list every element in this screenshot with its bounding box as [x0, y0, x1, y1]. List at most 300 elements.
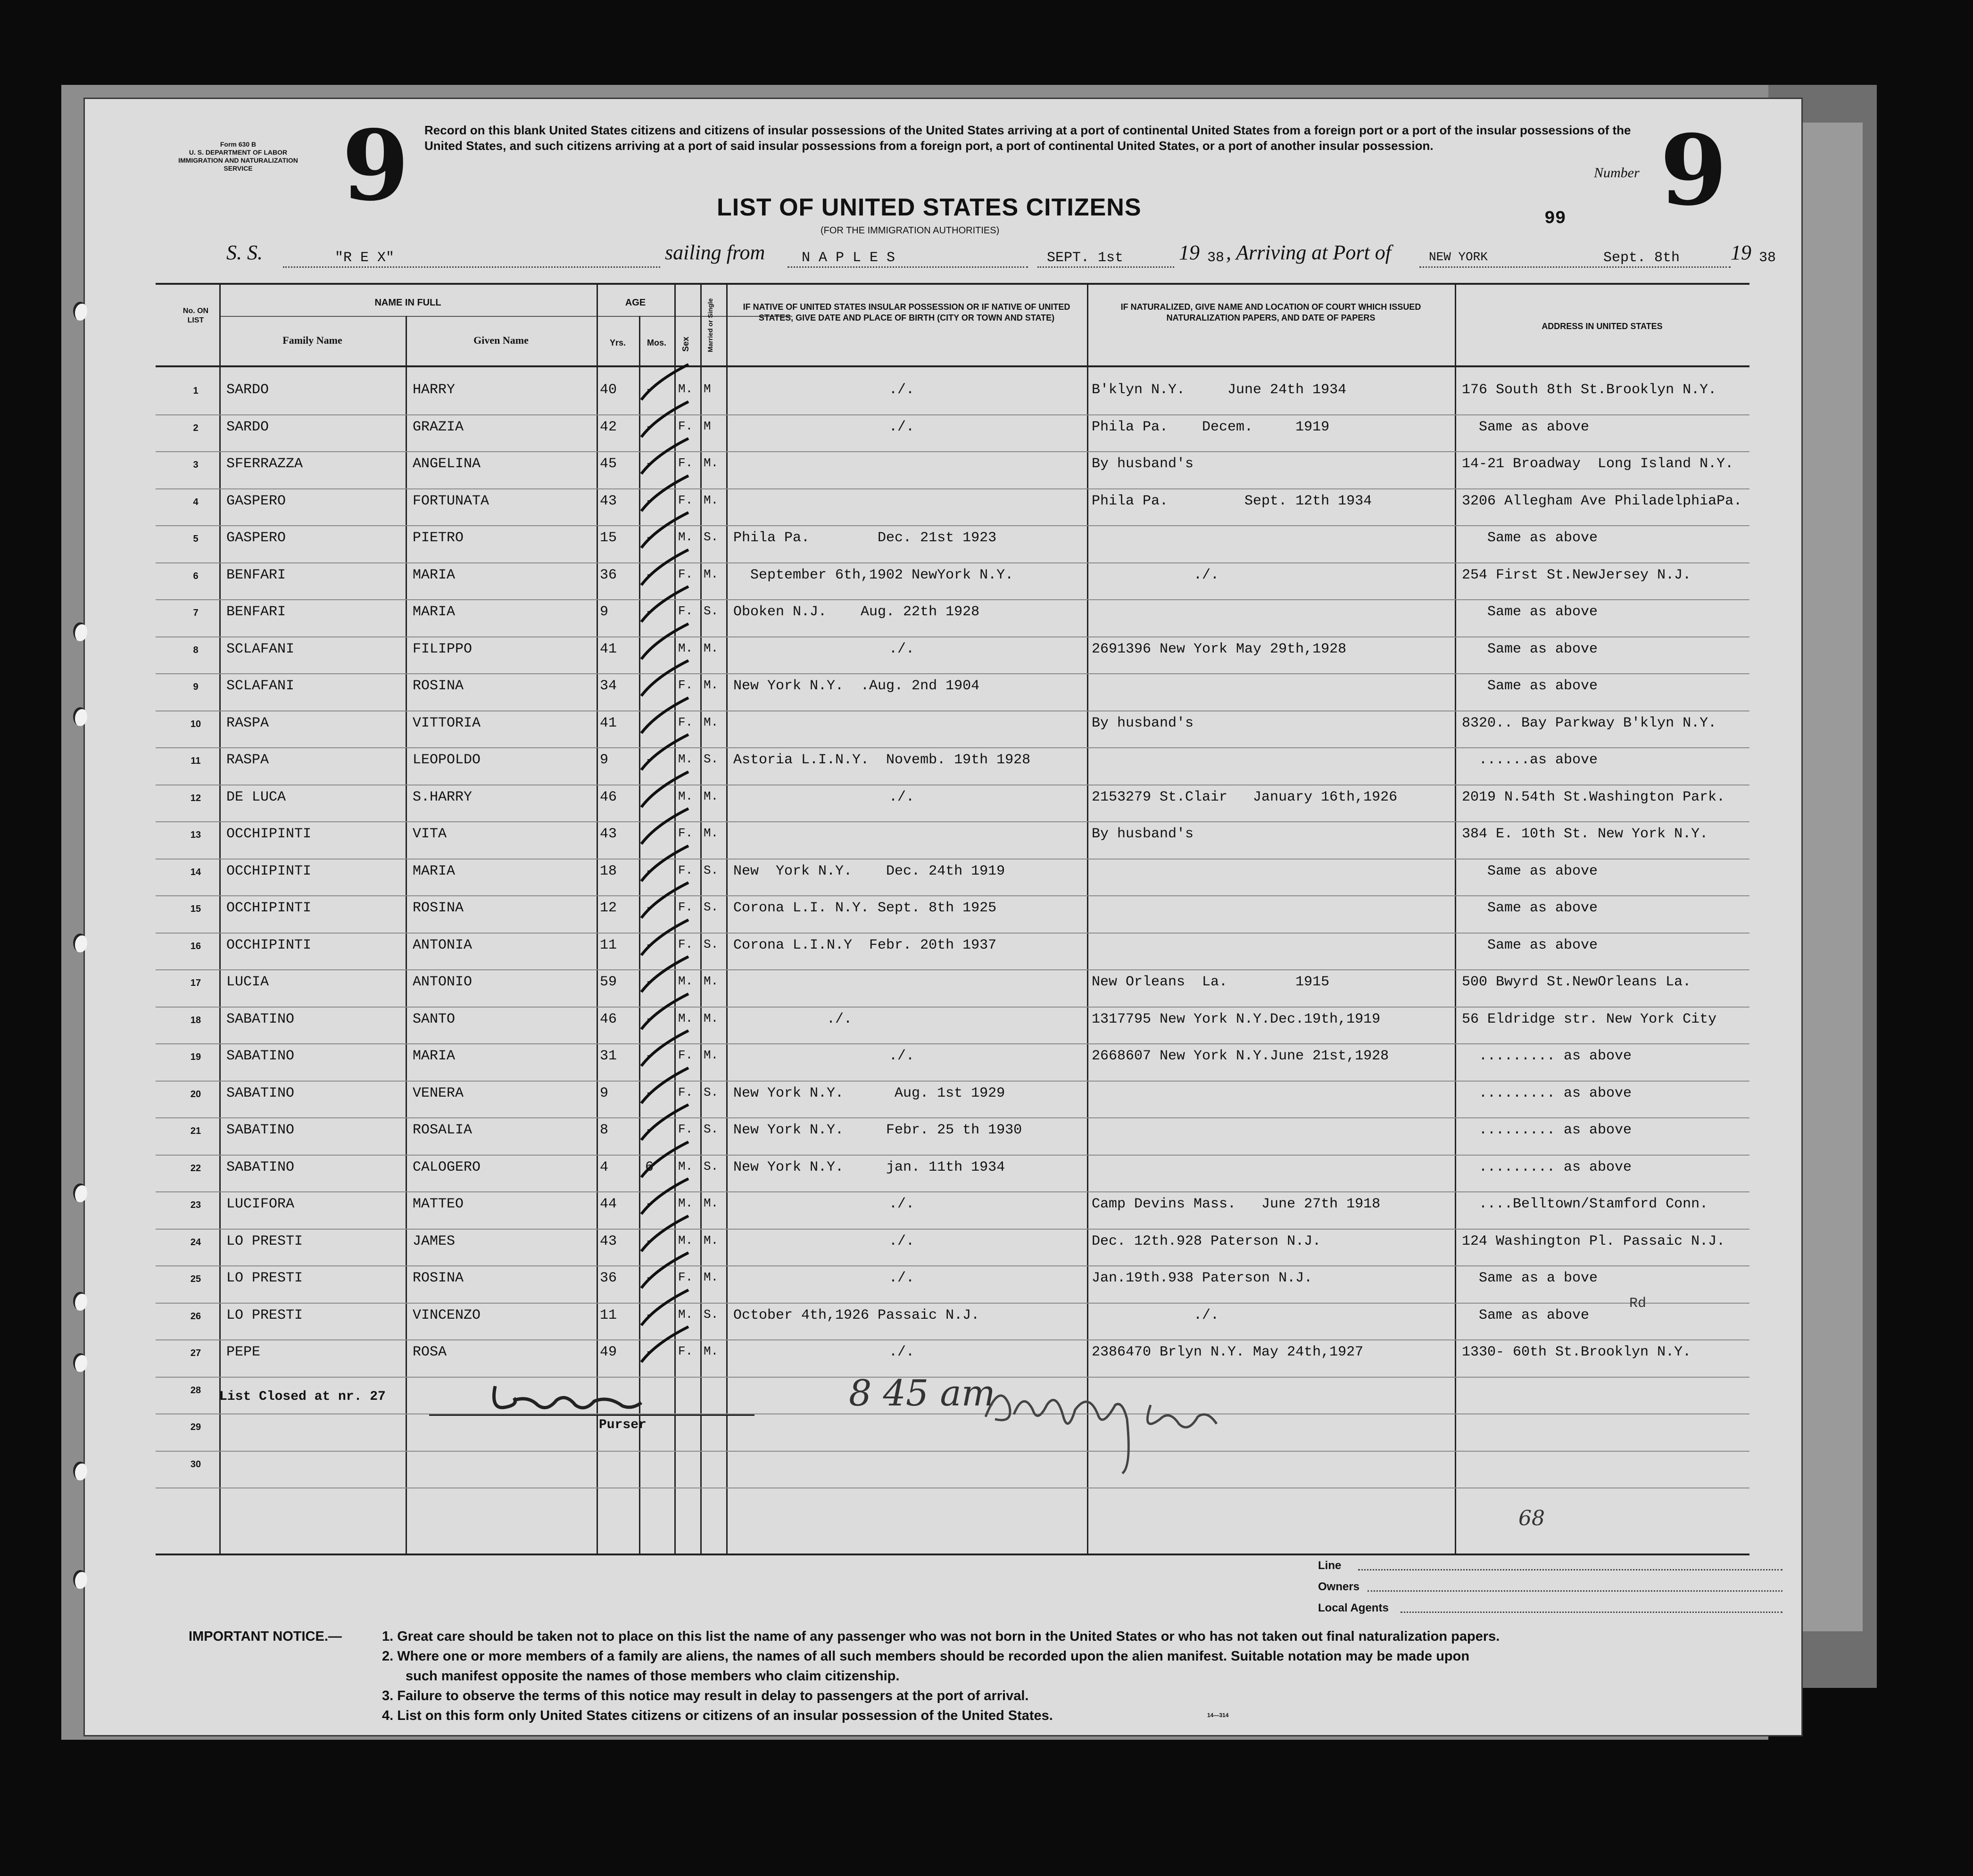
sex-cell: F.	[678, 863, 693, 877]
age-years-cell: 36	[600, 567, 617, 583]
given-name-cell: ANTONIA	[413, 937, 473, 953]
address-cell: Same as above	[1462, 937, 1598, 953]
age-years-cell: 41	[600, 715, 617, 731]
check-mark-icon	[637, 510, 693, 553]
print-code: 14—314	[1207, 1712, 1229, 1719]
inspector-signature	[981, 1372, 1273, 1476]
married-single-cell: S.	[704, 1159, 719, 1174]
naturalization-cell: Camp Devins Mass. June 27th 1918	[1092, 1196, 1381, 1212]
family-name-cell: SABATINO	[226, 1048, 295, 1064]
check-mark-icon	[637, 1176, 693, 1219]
page-subtitle: (FOR THE IMMIGRATION AUTHORITIES)	[821, 225, 1000, 236]
header-naturalized: IF NATURALIZED, GIVE NAME AND LOCATION OF COURT WHICH ISSUED NATURALIZATION PAPERS, AND DATE OF PAPERS	[1120, 302, 1421, 322]
row-number: 26	[190, 1311, 201, 1322]
birth-cell: ./.	[889, 1344, 915, 1360]
given-name-cell: ANGELINA	[413, 456, 481, 472]
naturalization-cell: 2668607 New York N.Y.June 21st,1928	[1092, 1048, 1389, 1064]
header-name-in-full: NAME IN FULL	[374, 298, 441, 308]
age-years-cell: 4	[600, 1159, 609, 1175]
row-number: 1	[193, 386, 199, 396]
check-mark-icon	[637, 806, 693, 849]
binder-hole	[73, 934, 87, 952]
married-single-cell: M.	[704, 567, 719, 581]
given-name-cell: VITA	[413, 826, 447, 842]
birth-cell: ./.	[889, 1048, 915, 1064]
age-years-cell: 9	[600, 752, 609, 768]
age-years-cell: 11	[600, 937, 617, 953]
age-years-cell: 43	[600, 826, 617, 842]
birth-cell: ./.	[733, 1011, 853, 1027]
address-cell: ......... as above	[1462, 1085, 1632, 1101]
age-months-cell: -	[645, 900, 654, 916]
family-name-cell: OCCHIPINTI	[226, 900, 312, 916]
given-name-cell: VINCENZO	[413, 1307, 481, 1323]
binder-hole	[73, 1292, 87, 1311]
address-cell: 3206 Allegham Ave PhiladelphiaPa.	[1462, 493, 1742, 509]
check-mark-icon	[637, 473, 693, 516]
age-months-cell: -	[645, 456, 654, 472]
form-identity	[167, 140, 309, 173]
given-name-cell: MARIA	[413, 1048, 456, 1064]
sex-cell: F.	[678, 567, 693, 581]
manifest-sheet	[85, 99, 1801, 1735]
given-name-cell: LEOPOLDO	[413, 752, 481, 768]
row-number: 5	[193, 534, 199, 544]
family-name-cell: SFERRAZZA	[226, 456, 303, 472]
line-dotted	[1358, 1569, 1782, 1570]
naturalization-cell: By husband's	[1092, 826, 1194, 842]
married-single-cell: M.	[704, 826, 719, 840]
address-cell: 254 First St.NewJersey N.J.	[1462, 567, 1691, 583]
married-single-cell: M	[704, 382, 711, 396]
age-years-cell: 43	[600, 1233, 617, 1249]
sex-cell: M.	[678, 974, 693, 988]
naturalization-cell: Phila Pa. Decem. 1919	[1092, 419, 1330, 435]
age-years-cell: 43	[600, 493, 617, 509]
arrival-date: Sept. 8th	[1603, 250, 1680, 266]
age-years-cell: 42	[600, 419, 617, 435]
sex-cell: F.	[678, 493, 693, 507]
form-number: Form 630 B	[220, 140, 257, 148]
header-yrs: Yrs.	[609, 338, 626, 347]
naturalization-cell: ./.	[1092, 1307, 1219, 1323]
header-age: AGE	[625, 298, 646, 308]
age-months-cell: -	[645, 752, 654, 768]
check-mark-icon	[637, 1214, 693, 1256]
purser-signature	[486, 1372, 665, 1419]
birth-cell: ./.	[889, 1196, 915, 1212]
married-single-cell: M.	[704, 641, 719, 655]
check-mark-icon	[637, 954, 693, 997]
age-months-cell: -	[645, 863, 654, 879]
naturalization-cell: Dec. 12th.928 Paterson N.J.	[1092, 1233, 1321, 1249]
binder-hole	[73, 1353, 87, 1372]
given-name-cell: ROSINA	[413, 678, 464, 694]
given-name-cell: MARIA	[413, 567, 456, 583]
sex-cell: F.	[678, 1085, 693, 1099]
address-cell: Same as above	[1462, 678, 1598, 694]
family-name-cell: SABATINO	[226, 1122, 295, 1138]
married-single-cell: M.	[704, 456, 719, 470]
family-name-cell: BENFARI	[226, 604, 286, 620]
birth-cell: New York N.Y. Aug. 1st 1929	[733, 1085, 1005, 1101]
header-given-name: Given Name	[473, 334, 529, 346]
header-sex: Sex	[681, 336, 690, 352]
binder-hole	[73, 622, 87, 641]
address-cell: Same as above	[1462, 530, 1598, 546]
header-bottom-rule	[156, 365, 1749, 367]
sailing-label: sailing from	[665, 241, 765, 264]
address-cell: Same as above	[1462, 641, 1598, 657]
address-cell: ......... as above	[1462, 1122, 1632, 1138]
address-superscript: Rd	[1629, 1296, 1647, 1312]
address-cell: 124 Washington Pl. Passaic N.J.	[1462, 1233, 1725, 1249]
check-mark-icon	[637, 621, 693, 664]
married-single-cell: S.	[704, 1307, 719, 1322]
age-years-cell: 44	[600, 1196, 617, 1212]
age-months-cell: -	[645, 937, 654, 953]
birth-cell: ./.	[889, 789, 915, 805]
age-years-cell: 11	[600, 1307, 617, 1323]
married-single-cell: M.	[704, 493, 719, 507]
row-number: 10	[190, 719, 201, 729]
given-name-cell: JAMES	[413, 1233, 456, 1249]
given-name-cell: FILIPPO	[413, 641, 473, 657]
address-cell: Same as a bove	[1462, 1270, 1598, 1286]
address-cell: 1330- 60th St.Brooklyn N.Y.	[1462, 1344, 1691, 1360]
address-cell: 384 E. 10th St. New York N.Y.	[1462, 826, 1708, 842]
age-months-cell: -	[645, 1270, 654, 1286]
birth-cell: ./.	[889, 641, 915, 657]
row-number: 27	[190, 1348, 201, 1358]
sex-cell: M.	[678, 1307, 693, 1322]
check-mark-icon	[637, 584, 693, 627]
row-number: 20	[190, 1089, 201, 1099]
row-number: 7	[193, 608, 199, 618]
row-number: 30	[190, 1459, 201, 1470]
header-address: ADDRESS IN UNITED STATES	[1542, 322, 1663, 331]
given-name-cell: S.HARRY	[413, 789, 473, 805]
given-name-cell: HARRY	[413, 382, 456, 398]
check-mark-icon	[637, 732, 693, 775]
sex-cell: F.	[678, 604, 693, 618]
year-prefix-2: 19	[1731, 241, 1751, 264]
check-mark-icon	[637, 1066, 693, 1108]
married-single-cell: S.	[704, 752, 719, 766]
naturalization-cell: 2691396 New York May 29th,1928	[1092, 641, 1347, 657]
age-months-cell: -	[645, 1085, 654, 1101]
page-number: 99	[1544, 208, 1566, 229]
age-months-cell: -	[645, 419, 654, 435]
age-months-cell: -	[645, 1011, 654, 1027]
birth-cell: Astoria L.I.N.Y. Novemb. 19th 1928	[733, 752, 1031, 768]
family-name-cell: SCLAFANI	[226, 641, 295, 657]
sex-cell: F.	[678, 900, 693, 914]
married-single-cell: S.	[704, 530, 719, 544]
big-number-left: 9	[342, 109, 409, 223]
naturalization-cell: ./.	[1092, 567, 1219, 583]
departure-date: SEPT. 1st	[1047, 250, 1124, 266]
sex-cell: M.	[678, 1011, 693, 1025]
port-dotted-line	[788, 266, 1028, 268]
check-mark-icon	[637, 695, 693, 738]
age-years-cell: 46	[600, 789, 617, 805]
check-mark-icon	[637, 1250, 693, 1293]
table-row	[156, 1451, 1749, 1489]
arrival-port: NEW YORK	[1429, 250, 1488, 264]
given-name-cell: MARIA	[413, 863, 456, 879]
married-single-cell: S.	[704, 604, 719, 618]
family-name-cell: LO PRESTI	[226, 1270, 303, 1286]
given-name-cell: MARIA	[413, 604, 456, 620]
age-years-cell: 18	[600, 863, 617, 879]
age-months-cell: -	[645, 530, 654, 546]
row-number: 25	[190, 1274, 201, 1284]
birth-cell: New York N.Y. Febr. 25 th 1930	[733, 1122, 1022, 1138]
birth-cell: ./.	[889, 419, 915, 435]
address-cell: ......... as above	[1462, 1048, 1632, 1064]
address-cell: 500 Bwyrd St.NewOrleans La.	[1462, 974, 1691, 990]
check-mark-icon	[637, 843, 693, 886]
header-no-on-list: No. ON LIST	[182, 307, 209, 324]
sex-cell: M.	[678, 382, 693, 396]
birth-cell: New York N.Y. .Aug. 2nd 1904	[733, 678, 980, 694]
binder-hole	[73, 1462, 87, 1480]
department: U. S. DEPARTMENT OF LABOR	[189, 149, 288, 156]
arriving-label: , Arriving at Port of	[1226, 241, 1391, 264]
naturalization-cell: Jan.19th.938 Paterson N.J.	[1092, 1270, 1313, 1286]
sex-cell: F.	[678, 678, 693, 692]
row-number: 9	[193, 682, 199, 692]
birth-cell: ./.	[889, 382, 915, 398]
sex-cell: M.	[678, 789, 693, 803]
bottom-handwritten-number: 68	[1518, 1506, 1545, 1530]
naturalization-cell: By husband's	[1092, 715, 1194, 731]
ship-name: "R E X"	[335, 250, 395, 266]
family-name-cell: BENFARI	[226, 567, 286, 583]
address-cell: Same as above	[1462, 863, 1598, 879]
age-months-cell: -	[645, 493, 654, 509]
address-cell: Same as above	[1462, 604, 1598, 620]
row-number: 8	[193, 645, 199, 655]
age-years-cell: 36	[600, 1270, 617, 1286]
naturalization-cell: New Orleans La. 1915	[1092, 974, 1330, 990]
row-number: 22	[190, 1163, 201, 1174]
address-cell: ......... as above	[1462, 1159, 1632, 1175]
header-married-single: Married or Single	[706, 298, 714, 353]
address-cell: Same as above	[1462, 419, 1590, 435]
married-single-cell: M.	[704, 789, 719, 803]
family-name-cell: LO PRESTI	[226, 1233, 303, 1249]
header-native-birth: IF NATIVE OF UNITED STATES INSULAR POSSESSION OR IF NATIVE OF UNITED STATES, GIVE DATE AND PLACE OF BIRTH (CITY OR TOWN AND STATE)	[743, 302, 1070, 322]
year-prefix-1: 19	[1179, 241, 1200, 264]
family-name-cell: SABATINO	[226, 1159, 295, 1175]
check-mark-icon	[637, 992, 693, 1034]
binder-hole	[73, 1183, 87, 1202]
notice-item-2: 2. Where one or more members of a family are aliens, the names of all such members should be recorded upon the alien manifest. Suitable notation may be made upon	[382, 1649, 1470, 1664]
time-note: 8 45 am	[849, 1372, 995, 1414]
birth-cell: Phila Pa. Dec. 21st 1923	[733, 530, 997, 546]
married-single-cell: S.	[704, 937, 719, 951]
family-name-cell: OCCHIPINTI	[226, 826, 312, 842]
married-single-cell: M.	[704, 1011, 719, 1025]
big-number-right: 9	[1660, 114, 1727, 227]
owners-dotted	[1368, 1590, 1782, 1592]
check-mark-icon	[637, 547, 693, 590]
table-bottom-rule	[156, 1554, 1749, 1555]
sex-cell: F.	[678, 937, 693, 951]
sex-cell: F.	[678, 1122, 693, 1136]
row-number: 17	[190, 978, 201, 988]
check-mark-icon	[637, 880, 693, 923]
married-single-cell: S.	[704, 863, 719, 877]
age-months-cell: -	[645, 1344, 654, 1360]
sex-cell: F.	[678, 419, 693, 433]
table-top-rule	[156, 283, 1749, 285]
family-name-cell: OCCHIPINTI	[226, 937, 312, 953]
binder-hole	[73, 707, 87, 726]
age-months-cell: 6	[645, 1159, 654, 1175]
family-name-cell: RASPA	[226, 715, 269, 731]
family-name-cell: GASPERO	[226, 530, 286, 546]
check-mark-icon	[637, 769, 693, 812]
check-mark-icon	[637, 1140, 693, 1182]
age-months-cell: -	[645, 1196, 654, 1212]
family-name-cell: GASPERO	[226, 493, 286, 509]
married-single-cell: M.	[704, 1196, 719, 1210]
age-years-cell: 49	[600, 1344, 617, 1360]
ship-dotted-line	[283, 266, 660, 268]
given-name-cell: ROSINA	[413, 900, 464, 916]
given-name-cell: PIETRO	[413, 530, 464, 546]
age-months-cell: -	[645, 604, 654, 620]
age-months-cell: -	[645, 382, 654, 398]
row-number: 3	[193, 460, 199, 470]
list-closed-note: List Closed at nr. 27	[219, 1389, 386, 1404]
birth-cell: New York N.Y. Dec. 24th 1919	[733, 863, 1005, 879]
arrival-port-dotted-line	[1419, 266, 1731, 268]
age-years-cell: 8	[600, 1122, 609, 1138]
agents-dotted	[1401, 1612, 1782, 1613]
married-single-cell: M.	[704, 974, 719, 988]
purser-label: Purser	[599, 1418, 647, 1432]
naturalization-cell: B'klyn N.Y. June 24th 1934	[1092, 382, 1347, 398]
birth-cell: Corona L.I. N.Y. Sept. 8th 1925	[733, 900, 997, 916]
given-name-cell: GRAZIA	[413, 419, 464, 435]
age-months-cell: -	[645, 567, 654, 583]
age-years-cell: 46	[600, 1011, 617, 1027]
age-months-cell: -	[645, 1233, 654, 1249]
sex-cell: F.	[678, 456, 693, 470]
address-cell: ......as above	[1462, 752, 1598, 768]
married-single-cell: M.	[704, 1233, 719, 1248]
married-single-cell: M.	[704, 1270, 719, 1284]
family-name-cell: LUCIFORA	[226, 1196, 295, 1212]
given-name-cell: VITTORIA	[413, 715, 481, 731]
given-name-cell: ANTONIO	[413, 974, 473, 990]
row-number: 2	[193, 422, 199, 433]
married-single-cell: S.	[704, 1085, 719, 1099]
family-name-cell: OCCHIPINTI	[226, 863, 312, 879]
check-mark-icon	[637, 436, 693, 479]
row-number: 14	[190, 867, 201, 877]
birth-cell: October 4th,1926 Passaic N.J.	[733, 1307, 980, 1323]
row-number: 12	[190, 793, 201, 803]
age-years-cell: 9	[600, 1085, 609, 1101]
given-name-cell: CALOGERO	[413, 1159, 481, 1175]
given-name-cell: FORTUNATA	[413, 493, 489, 509]
row-number: 16	[190, 941, 201, 951]
address-cell: 176 South 8th St.Brooklyn N.Y.	[1462, 382, 1717, 398]
family-name-cell: SARDO	[226, 382, 269, 398]
check-mark-icon	[637, 1288, 693, 1330]
notice-label: IMPORTANT NOTICE.—	[189, 1629, 342, 1644]
naturalization-cell: 1317795 New York N.Y.Dec.19th,1919	[1092, 1011, 1381, 1027]
intro-text: Record on this blank United States citizens and citizens of insular possessions of the United States arriving at a port of continental United States from a foreign port or a port of the insular possessions of the United States, and such citizens arriving at a port of said insular possessions from a foreign port, a port of continental United States, or a port of another insular possession.	[424, 123, 1631, 153]
married-single-cell: M.	[704, 1344, 719, 1358]
family-name-cell: SCLAFANI	[226, 678, 295, 694]
age-years-cell: 59	[600, 974, 617, 990]
married-single-cell: M.	[704, 678, 719, 692]
birth-cell: ./.	[889, 1233, 915, 1249]
sex-cell: M.	[678, 1196, 693, 1210]
row-number: 13	[190, 830, 201, 840]
birth-cell: ./.	[889, 1270, 915, 1286]
check-mark-icon	[637, 362, 693, 405]
check-mark-icon	[637, 1102, 693, 1145]
table-row	[156, 1413, 1749, 1452]
row-number: 15	[190, 904, 201, 914]
row-number: 6	[193, 570, 199, 581]
year-2: 38	[1759, 250, 1776, 266]
header-family-name: Family Name	[282, 334, 342, 346]
age-years-cell: 15	[600, 530, 617, 546]
row-number: 23	[190, 1200, 201, 1210]
ss-label: S. S.	[226, 241, 263, 264]
given-name-cell: ROSALIA	[413, 1122, 473, 1138]
age-years-cell: 9	[600, 604, 609, 620]
given-name-cell: VENERA	[413, 1085, 464, 1101]
sex-cell: F.	[678, 1344, 693, 1358]
age-months-cell: -	[645, 1048, 654, 1064]
married-single-cell: M.	[704, 715, 719, 729]
married-single-cell: M.	[704, 1048, 719, 1062]
given-name-cell: ROSA	[413, 1344, 447, 1360]
row-number: 18	[190, 1015, 201, 1025]
sex-cell: M.	[678, 1159, 693, 1174]
naturalization-cell: By husband's	[1092, 456, 1194, 472]
row-number: 28	[190, 1385, 201, 1396]
notice-item-2-cont: such manifest opposite the names of those members who claim citizenship.	[406, 1669, 900, 1684]
number-label: Number	[1594, 165, 1640, 181]
check-mark-icon	[637, 658, 693, 701]
service: IMMIGRATION AND NATURALIZATION SERVICE	[178, 157, 298, 172]
address-cell: 14-21 Broadway Long Island N.Y.	[1462, 456, 1734, 472]
header-mos: Mos.	[647, 338, 666, 347]
naturalization-cell: Phila Pa. Sept. 12th 1934	[1092, 493, 1372, 509]
age-years-cell: 12	[600, 900, 617, 916]
given-name-cell: SANTO	[413, 1011, 456, 1027]
married-single-cell: S.	[704, 1122, 719, 1136]
family-name-cell: RASPA	[226, 752, 269, 768]
married-single-cell: S.	[704, 900, 719, 914]
birth-cell: Oboken N.J. Aug. 22th 1928	[733, 604, 980, 620]
check-mark-icon	[637, 917, 693, 960]
address-cell: ....Belltown/Stamford Conn.	[1462, 1196, 1708, 1212]
owners-label: Owners	[1318, 1580, 1360, 1593]
sex-cell: F.	[678, 826, 693, 840]
check-mark-icon	[637, 1324, 693, 1367]
